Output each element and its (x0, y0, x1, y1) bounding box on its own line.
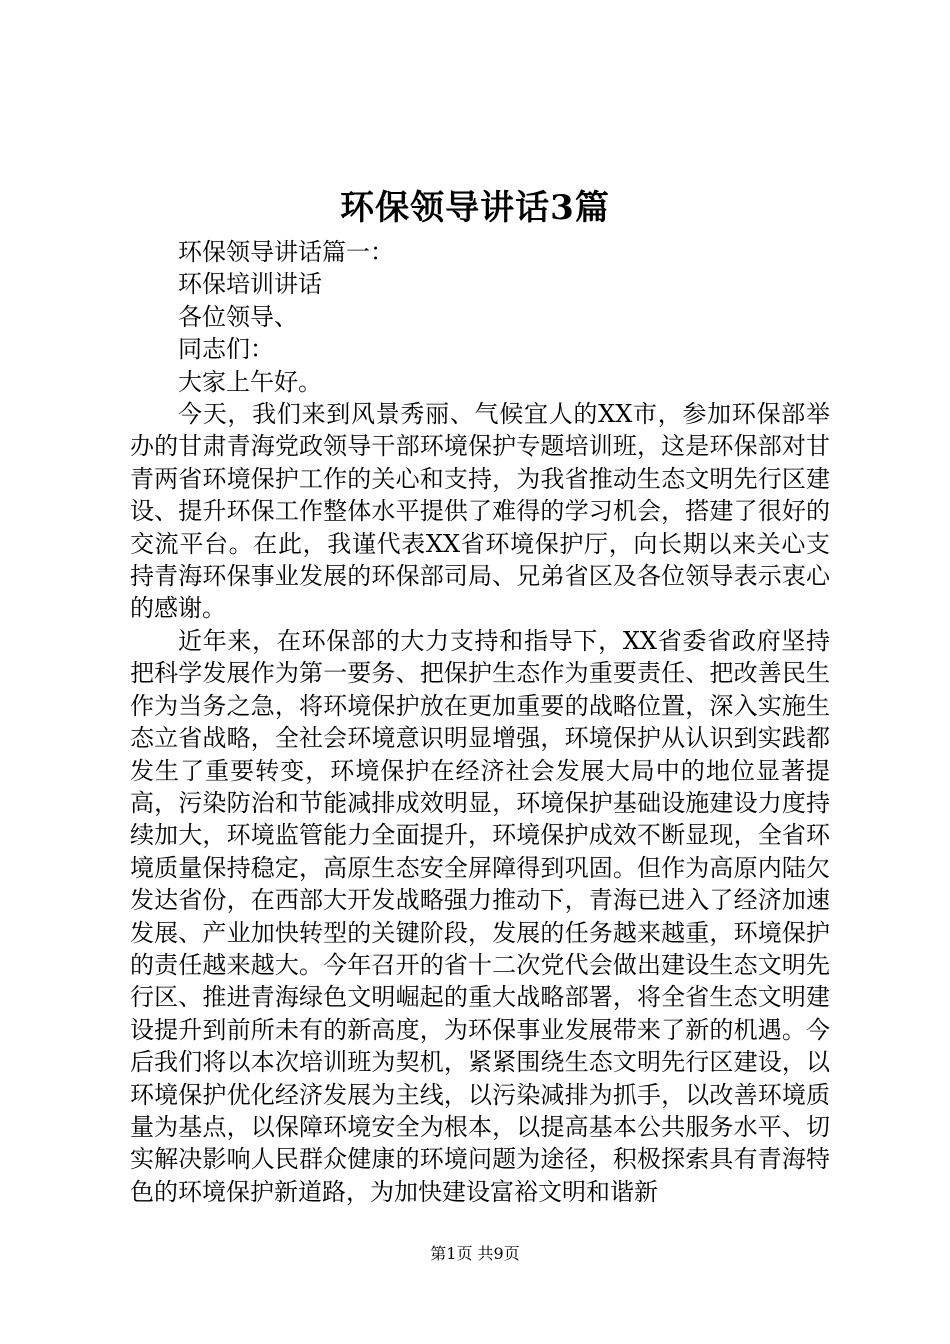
greeting-line: 大家上午好。 (178, 367, 322, 396)
document-body (130, 236, 830, 1208)
salutation-line: 同志们： (178, 335, 274, 364)
body-paragraph: 近年来，在环保部的大力支持和指导下，XX省委省政府坚持把科学发展作为第一要务、把保护生态作为重要责任、把改善民生作为当务之急，将环境保护放在更加重要的战略位置，深入实施生态立省战略，全社会环境意识明显增强，环境保护从认识到实践都发生了重要转变，环境保护在经济社会发展大局中的地位显著提高，污染防治和节能减排成效明显，环境保护基础设施建设力度持续加大，环境监管能力全面提升，环境保护成效不断显现，全省环境质量保持稳定，高原生态安全屏障得到巩固。但作为高原内陆欠发达省份，在西部大开发战略强力推动下，青海已进入了经济加速发展、产业加快转型的关键阶段，发展的任务越来越重，环境保护的责任越来越大。今年召开的省十二次党代会做出建设生态文明先行区、推进青海绿色文明崛起的重大战略部署，将全省生态文明建设提升到前所未有的新高度，为环保事业发展带来了新的机遇。今后我们将以本次培训班为契机，紧紧围绕生态文明先行区建设，以环境保护优化经济发展为主线，以污染减排为抓手，以改善环境质量为基点，以保障环境安全为根本，以提高基本公共服务水平、切实解决影响人民群众健康的环境问题为途径，积极探索具有青海特色的环境保护新道路，为加快建设富裕文明和谐新 (130, 626, 830, 1206)
page-footer: 第1页 共9页 (430, 1244, 520, 1263)
body-paragraph: 今天，我们来到风景秀丽、气候宜人的XX市，参加环保部举办的甘肃青海党政领导干部环境保护专题培训班，这是环保部对甘青两省环境保护工作的关心和支持，为我省推动生态文明先行区建设、提升环保工作整体水平提供了难得的学习机会，搭建了很好的交流平台。在此，我谨代表XX省环境保护厅，向长期以来关心支持青海环保事业发展的环保部司局、兄弟省区及各位领导表示衷心的感谢。 (130, 400, 830, 623)
speech-title: 环保培训讲话 (178, 270, 322, 299)
salutation-line: 各位领导、 (178, 302, 298, 331)
document-title: 环保领导讲话3篇 (340, 188, 610, 228)
section-heading: 环保领导讲话篇一： (178, 238, 394, 266)
